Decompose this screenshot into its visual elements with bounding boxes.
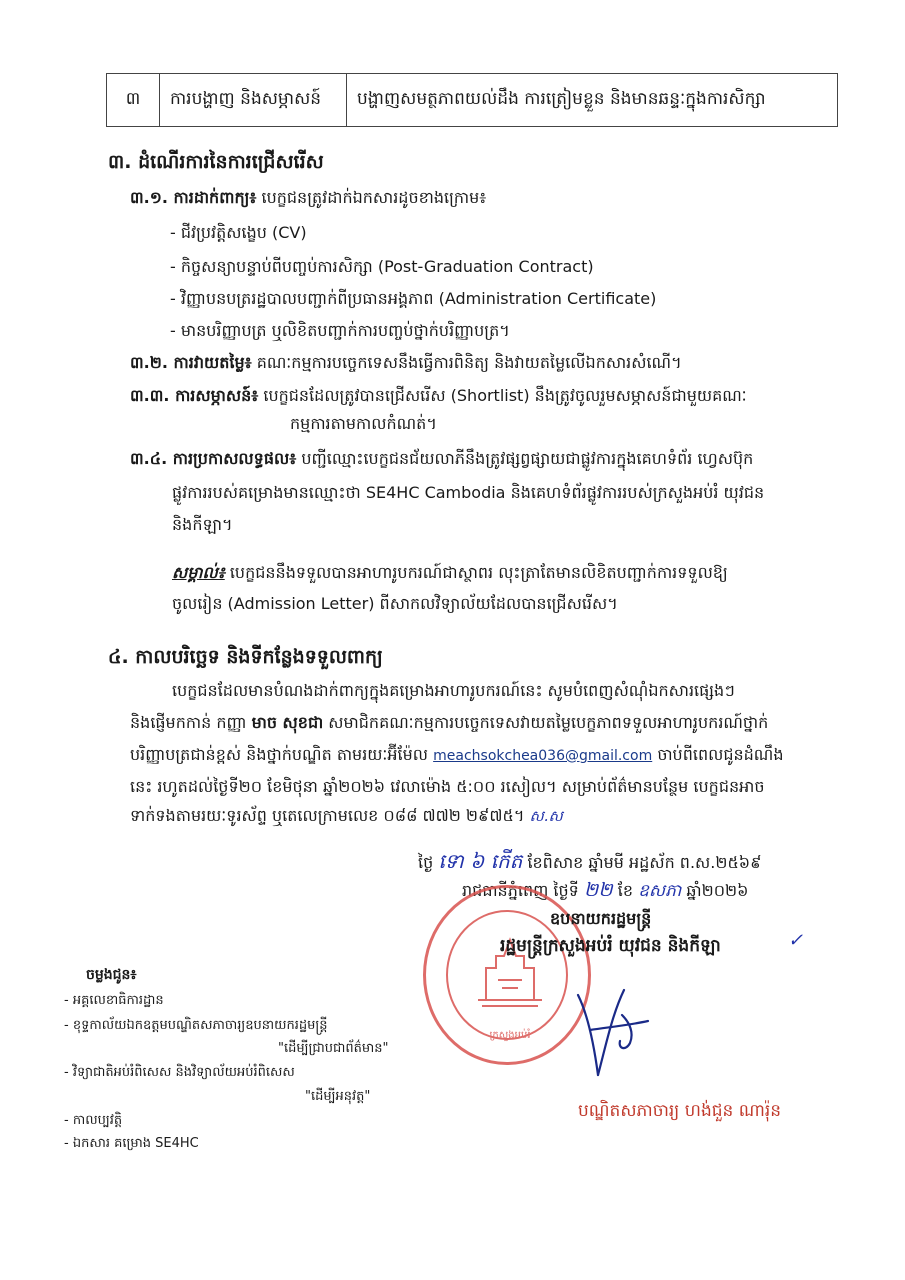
signer-title-2: រដ្ឋមន្ត្រីក្រសួងអប់រំ យុវជន និងកីឡា [500,936,721,956]
cc-heading: ចម្លងជូន៖ [86,967,137,983]
handwritten-mark: ✓ [788,930,804,951]
p3-text: បរិញ្ញាបត្រជាន់ខ្ពស់ និងថ្នាក់បណ្ឌិត តាមរយៈអ៊ីម៉ែល [130,745,429,764]
date-text: ខែពិសាខ ឆ្នាំមមី អដ្ឋស័ក ព.ស.២៥៦៩ [527,853,762,872]
p2-text: និងផ្ញើមកកាន់ កញ្ញា [130,713,247,732]
section4-heading: ៤. កាលបរិច្ឆេទ និងទីកន្លែងទទួលពាក្យ [108,646,383,668]
p2-text: សមាជិកគណៈកម្មការបច្ចេកទេសវាយតម្លៃបេក្ខភាពទទួលអាហារូបករណ៍ថ្នាក់ [328,713,769,732]
date-text: រាជធានីភ្នំពេញ ថ្ងៃទី [462,881,579,900]
date-line-lunar [418,848,761,878]
date-text: ខែ [617,881,633,900]
s33-label: ៣.៣. ការសម្ភាសន៍៖ [130,386,259,405]
s34-text-cont: និងកីឡា។ [172,515,233,534]
criteria-description: បង្ហាញសមត្ថភាពយល់ដឹង ការត្រៀមខ្លួន និងមានឆន្ទៈក្នុងការសិក្សា [357,88,766,109]
doc-item: - វិញ្ញាបនបត្ររដ្ឋបាលបញ្ជាក់ពីប្រធានអង្គភាព (Administration Certificate) [170,289,657,308]
section4-p3 [130,744,783,768]
s33-line [130,385,747,409]
doc-item: - ជីវប្រវត្តិសង្ខេប (CV) [170,223,307,242]
cc-item: - អគ្គលេខាធិការដ្ឋាន [64,993,164,1008]
contact-name: មាច សុខជា [251,713,324,732]
cc-item: - កាលប្បវត្តិ [64,1113,123,1128]
date-text: ឆ្នាំ២០២៦ [686,881,749,900]
cc-item: - ខុទ្ទកាល័យឯកឧត្តមបណ្ឌិតសភាចារ្យឧបនាយករដ្ឋមន្ត្រី [64,1018,328,1033]
cc-item-note: "ដើម្បីអនុវត្ត" [305,1089,371,1104]
s33-text: បេក្ខជនដែលត្រូវបានជ្រើសរើស (Shortlist) នឹងត្រូវចូលរួមសម្ភាសន៍ជាមួយគណៈ [263,386,747,405]
doc-item: - កិច្ចសន្យាបន្ទាប់ពីបញ្ចប់ការសិក្សា (Post-Graduation Contract) [170,257,594,276]
note-text-cont: ចូលរៀន (Admission Letter) ពីសាកលវិទ្យាល័យដែលបានជ្រើសរើស។ [172,594,618,613]
s31-line [130,187,486,211]
email-link[interactable]: meachsokchea036@gmail.com [433,748,653,764]
s34-label: ៣.៤. ការប្រកាសលទ្ធផល៖ [130,449,297,468]
note-label: សម្គាល់៖ [172,563,225,582]
section4-p4: នេះ រហូតដល់ថ្ងៃទី២០ ខែមិថុនា ឆ្នាំ២០២៦ វេលាម៉ោង ៥:០០ រសៀល។ សម្រាប់ព័ត៌មានបន្ថែម បេក្ខជនអាច [130,777,765,796]
handwritten-month: ឧសភា [638,881,682,901]
p3-text: ចាប់ពីពេលជូនដំណឹង [657,745,784,764]
section4-p2 [130,712,768,736]
p5-text: ទាក់ទងតាមរយៈទូរស័ព្ទ ឬតេលេក្រាមលេខ ០៨៨ ៧៧២ ២៩៧៥។ [130,806,525,825]
handwritten-date: ២២ [583,879,613,901]
signer-name: បណ្ឌិតសភាចារ្យ ហង់ជួន ណារ៉ុន [578,1101,782,1121]
handwritten-day: ទោ ៦ កើត [438,849,523,873]
signer-title-1: ឧបនាយករដ្ឋមន្ត្រី [550,909,652,928]
s34-text: បញ្ជីឈ្មោះបេក្ខជនជ័យលាភីនឹងត្រូវផ្សព្វផ្សាយជាផ្លូវការក្នុងគេហទំព័រ ហ្វេសប៊ុក [301,449,754,468]
s32-line [130,352,682,376]
seal-text: ក្រសួងអប់រំ [489,1030,531,1041]
signature-scribble-icon [560,975,680,1085]
doc-item: - មានបរិញ្ញាបត្រ ឬលិខិតបញ្ជាក់ការបញ្ចប់ថ្នាក់បរិញ្ញាបត្រ។ [170,321,510,340]
s34-line [130,448,753,472]
cc-item: - វិទ្យាជាតិអប់រំពិសេស និងវិទ្យាល័យអប់រំពិសេស [64,1065,295,1080]
note-text: បេក្ខជននឹងទទួលបានអាហារូបករណ៍ជាស្ថាពរ លុះត្រាតែមានលិខិតបញ្ជាក់ការទទួលឱ្យ [229,563,728,582]
criteria-name: ការបង្ហាញ និងសម្ភាសន៍ [160,74,347,126]
section3-heading: ៣. ដំណើរការនៃការជ្រើសរើស [108,151,324,173]
cc-item-note: "ដើម្បីជ្រាបជាព័ត៌មាន" [278,1041,389,1056]
date-label: ថ្ងៃ [418,853,434,872]
criteria-number: ៣ [107,74,160,126]
s34-text-cont: ផ្លូវការរបស់គម្រោងមានឈ្មោះថា SE4HC Cambodia និងគេហទំព័រផ្លូវការរបស់ក្រសួងអប់រំ យុវជន [172,483,765,502]
section4-p5 [130,805,563,829]
s32-label: ៣.២. ការវាយតម្លៃ៖ [130,353,252,372]
s33-text-cont: កម្មការតាមកាលកំណត់។ [290,414,437,433]
note-line [172,562,728,586]
s31-text: បេក្ខជនត្រូវដាក់ឯកសារដូចខាងក្រោម៖ [261,188,487,207]
cc-item: - ឯកសារ គម្រោង SE4HC [64,1136,199,1151]
handwritten-initials: ស.ស [529,807,563,825]
section4-p1: បេក្ខជនដែលមានបំណងដាក់ពាក្យក្នុងគម្រោងអាហារូបករណ៍នេះ សូមបំពេញសំណុំឯកសារផ្សេងៗ [172,681,735,700]
s31-label: ៣.១. ការដាក់ពាក្យ៖ [130,188,257,207]
criteria-table-row [106,73,838,127]
s32-text: គណៈកម្មការបច្ចេកទេសនឹងធ្វើការពិនិត្យ និងវាយតម្លៃលើឯកសារសំណើ។ [256,353,682,372]
